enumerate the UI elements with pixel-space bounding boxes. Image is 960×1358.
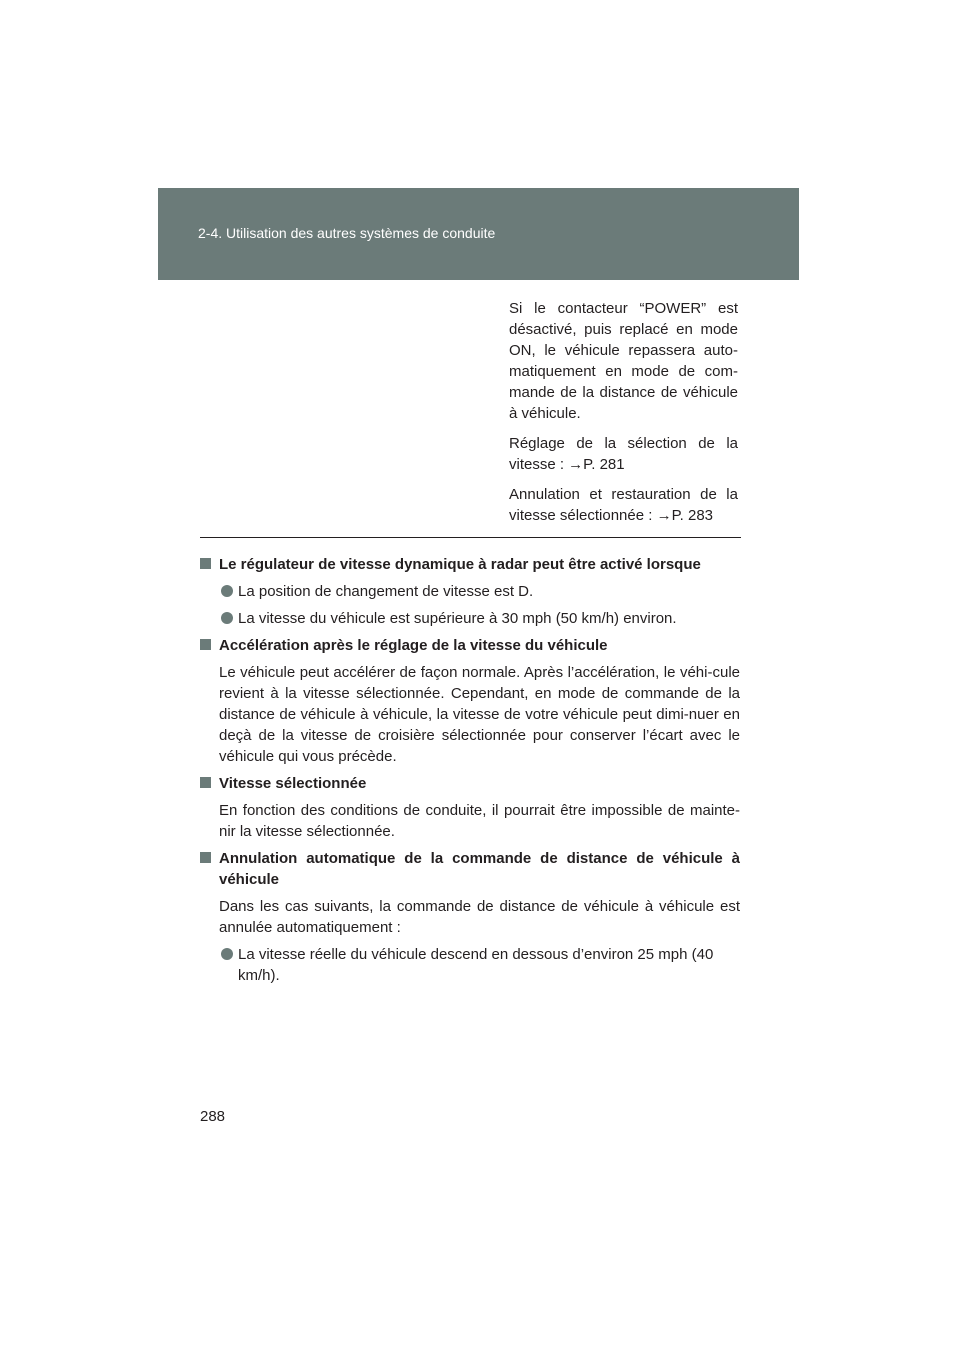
section-header-band xyxy=(158,188,799,280)
section-title: 2-4. Utilisation des autres systèmes de conduite xyxy=(198,225,496,241)
square-bullet-icon xyxy=(200,852,211,863)
list-item xyxy=(200,608,740,629)
section-body: Dans les cas suivants, la commande de distance de véhicule à véhicule est annulée automatiquement : xyxy=(219,898,740,936)
round-bullet-icon xyxy=(221,612,233,624)
round-bullet-icon xyxy=(221,585,233,597)
section-heading-text: Annulation automatique de la commande de distance de véhicule à véhicule xyxy=(219,850,740,888)
square-bullet-icon xyxy=(200,558,211,569)
section-body: En fonction des conditions de conduite, il pourrait être impossible de mainte-nir la vitesse sélectionnée. xyxy=(219,802,740,840)
list-item-text: La position de changement de vitesse est D. xyxy=(238,583,534,600)
list-item-text: La vitesse réelle du véhicule descend en dessous d’environ 25 mph (40 km/h). xyxy=(238,946,714,984)
section-heading xyxy=(200,554,740,575)
page-number: 288 xyxy=(200,1108,226,1125)
section-heading xyxy=(200,773,740,794)
section-heading xyxy=(200,635,740,656)
side-column xyxy=(509,298,738,535)
main-column xyxy=(200,554,740,992)
section-heading xyxy=(200,848,740,890)
list-item-text: La vitesse du véhicule est supérieure à 30 mph (50 km/h) environ. xyxy=(238,610,677,627)
square-bullet-icon xyxy=(200,777,211,788)
side-paragraph: Si le contacteur “POWER” est désactivé, puis replacé en mode ON, le véhicule repassera auto-matiquement en mode de com-mande de la distance de véhicule à véhicule. xyxy=(509,300,738,422)
section-heading-text: Vitesse sélectionnée xyxy=(219,775,367,792)
section-body: Le véhicule peut accélérer de façon normale. Après l’accélération, le véhi-cule revient à la vitesse sélectionnée. Cependant, en mode de commande de la distance de véhicule à véhicule, la vitesse de votre véhicule peut dimi-nuer en deçà de la vitesse de croisière sélectionnée pour conserver l’écart avec le véhicule qui vous précède. xyxy=(219,664,740,765)
list-item xyxy=(200,944,740,986)
list-item xyxy=(200,581,740,602)
square-bullet-icon xyxy=(200,639,211,650)
side-paragraph: Annulation et restauration de la vitesse sélectionnée : →P. 283 xyxy=(509,486,738,524)
section-heading-text: Accélération après le réglage de la vitesse du véhicule xyxy=(219,637,608,654)
section-heading-text: Le régulateur de vitesse dynamique à radar peut être activé lorsque xyxy=(219,556,701,573)
side-paragraph: Réglage de la sélection de la vitesse : →P. 281 xyxy=(509,435,738,473)
round-bullet-icon xyxy=(221,948,233,960)
section-divider xyxy=(200,537,741,538)
